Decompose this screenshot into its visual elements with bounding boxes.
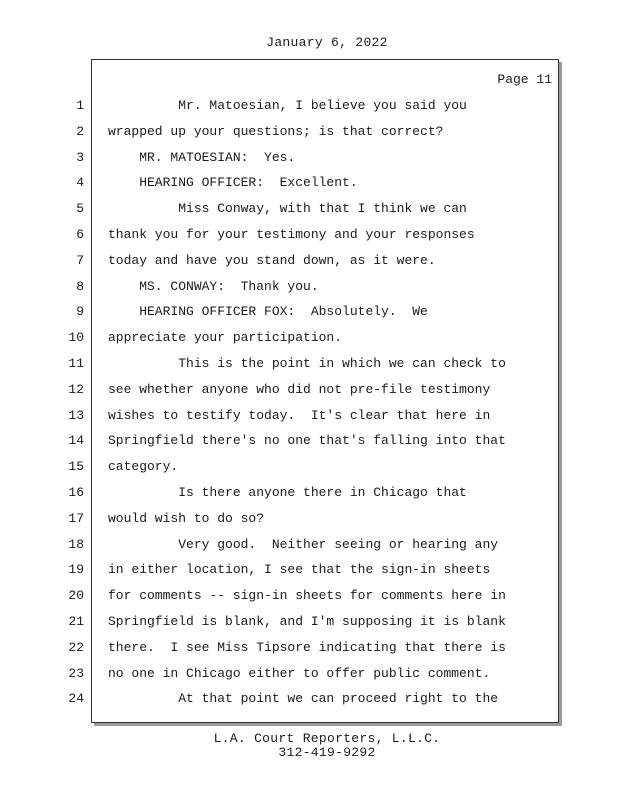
line-text: wishes to testify today. It's clear that here in [108,407,491,423]
line-text: no one in Chicago either to offer public comment. [108,665,491,681]
line-text: for comments -- sign-in sheets for comments here in [108,588,506,604]
line-text: in either location, I see that the sign-in sheets [108,562,491,578]
line-number: 10 [68,330,84,346]
transcript-page [68,59,559,723]
line-text: Very good. Neither seeing or hearing any [108,536,499,552]
line-number: 24 [68,691,84,707]
line-text: appreciate your participation. [108,330,343,346]
line-number: 11 [68,355,84,371]
line-text: Is there anyone there in Chicago that [108,484,467,500]
line-text: MR. MATOESIAN: Yes. [108,149,296,165]
line-number: 20 [68,588,84,604]
line-text: HEARING OFFICER FOX: Absolutely. We [108,304,428,320]
line-number: 18 [68,536,84,552]
line-number: 13 [68,407,84,423]
footer-company: L.A. Court Reporters, L.L.C. [213,731,441,746]
footer-phone: 312-419-9292 [278,745,376,760]
line-text: wrapped up your questions; is that correct? [108,123,444,139]
line-text: would wish to do so? [108,510,265,526]
line-number: 4 [76,175,84,191]
line-text: This is the point in which we can check to [108,355,506,371]
line-text: see whether anyone who did not pre-file testimony [108,381,491,397]
line-number: 5 [76,201,84,217]
line-number: 17 [68,510,84,526]
line-number: 15 [68,459,84,475]
line-text: Mr. Matoesian, I believe you said you [108,98,467,113]
line-number: 16 [68,484,84,500]
line-number: 2 [76,123,84,139]
line-number: 9 [76,304,84,320]
line-text: thank you for your testimony and your responses [108,226,475,242]
line-text: HEARING OFFICER: Excellent. [108,175,358,191]
line-text: today and have you stand down, as it were. [108,252,436,268]
footer [0,732,618,760]
line-text: Miss Conway, with that I think we can [108,201,467,217]
line-number: 12 [68,381,84,397]
line-number: 23 [68,665,84,681]
line-number: 19 [68,562,84,578]
line-number: 22 [68,639,84,655]
line-number: 3 [76,149,84,165]
line-text: MS. CONWAY: Thank you. [108,278,319,294]
line-text: Springfield there's no one that's falling into that [108,433,506,449]
line-text: Springfield is blank, and I'm supposing it is blank [108,613,506,629]
line-number: 14 [68,433,84,449]
line-number: 8 [76,278,84,294]
line-text: category. [108,459,179,475]
line-number: 1 [76,98,84,113]
line-number: 6 [76,226,84,242]
line-text: there. I see Miss Tipsore indicating that there is [108,639,506,655]
line-number: 21 [68,613,84,629]
line-number: 7 [76,252,84,268]
page-number: Page 11 [497,72,552,87]
line-text: At that point we can proceed right to the [108,691,499,707]
header-date: January 6, 2022 [266,35,388,50]
